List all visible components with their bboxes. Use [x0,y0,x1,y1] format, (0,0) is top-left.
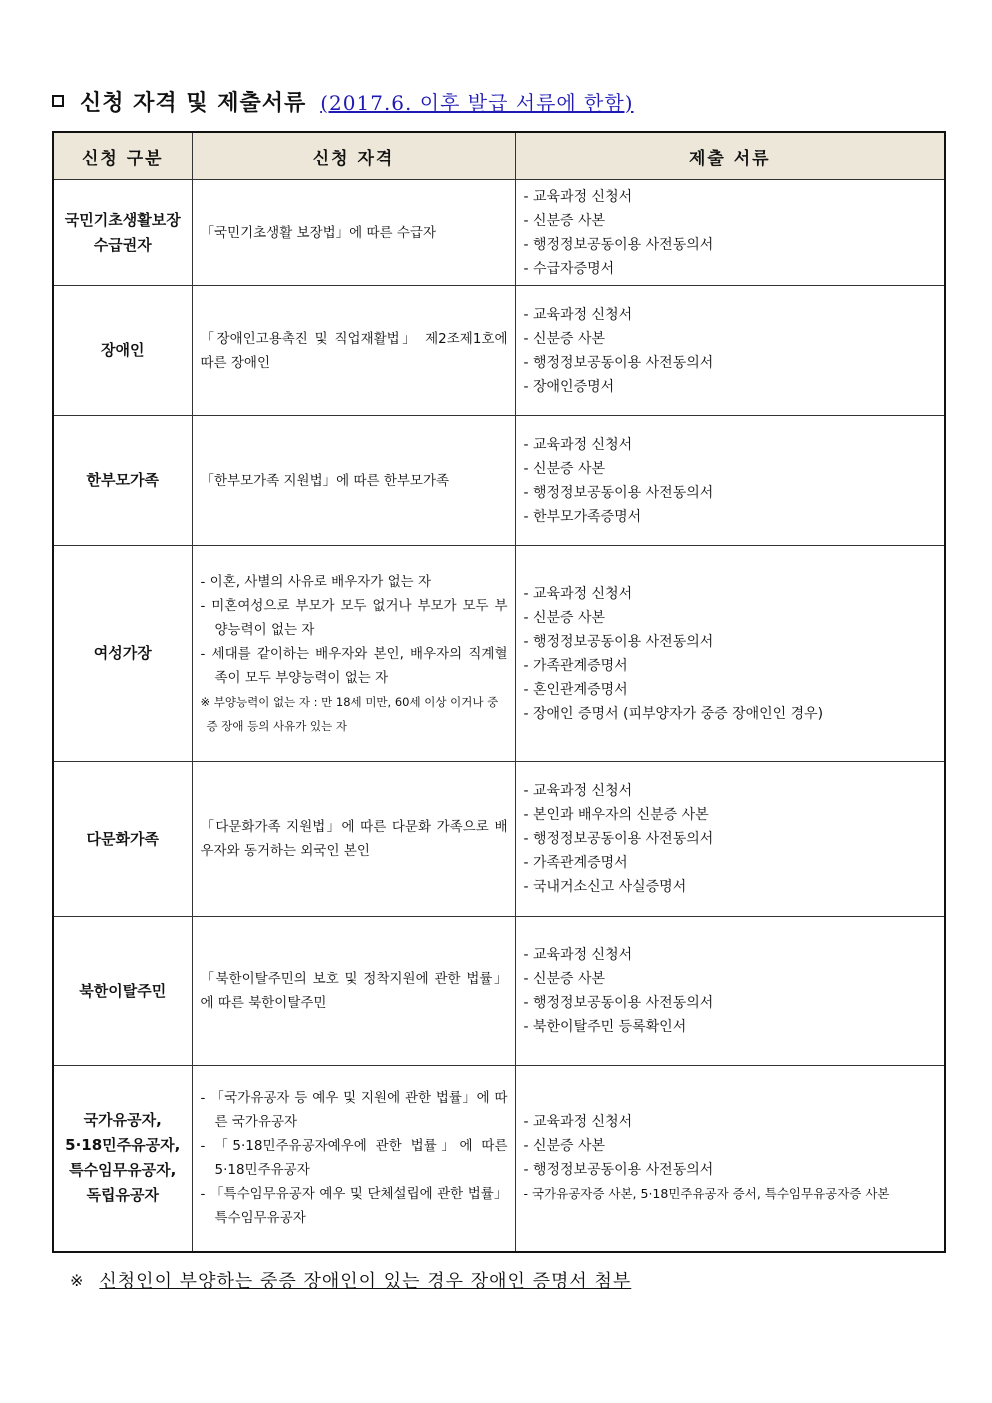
document-item: - 교육과정 신청서 [523,1114,633,1131]
category-cell [53,286,192,416]
document-item: - 교육과정 신청서 [523,436,633,453]
document-item: - 가족관계증명서 [523,657,628,674]
section-title [52,84,952,118]
category-line: 국가유공자, [83,1111,162,1130]
document-item: - 행정정보공동이용 사전동의서 [523,236,714,253]
header-documents: 제출 서류 [515,132,945,180]
document-item: - 행정정보공동이용 사전동의서 [523,484,714,501]
document-item: - 신분증 사본 [523,330,606,347]
document-item: - 교육과정 신청서 [523,947,633,963]
qualification-item: 「다문화가족 지원법」에 따른 다문화 가족으로 배우자와 동거하는 외국인 본인 [200,819,508,859]
category-line: 장애인 [101,341,145,359]
documents-cell [515,1066,945,1252]
document-item: - 장애인 증명서 (피부양자가 중증 장애인인 경우) [523,705,824,722]
category-line: 한부모가족 [86,471,159,489]
category-line: 5·18민주유공자, [65,1136,181,1155]
category-line: 특수임무유공자, [69,1161,177,1180]
document-item: - 교육과정 신청서 [523,783,633,799]
document-item: - 교육과정 신청서 [523,188,633,205]
qualification-note: ※ 부양능력이 없는 자 : 만 18세 미만, 60세 이상 이거나 중증 장애 등의 사유가 있는 자 [200,694,499,733]
qualification-table [52,131,946,1253]
qualification-cell [192,416,515,546]
document-item: - 행정정보공동이용 사전동의서 [523,1162,714,1179]
qualification-item: 「국민기초생활 보장법」에 따른 수급자 [200,224,436,241]
table-row [53,917,945,1066]
document-item: - 가족관계증명서 [523,855,628,871]
qualification-item: 「한부모가족 지원법」에 따른 한부모가족 [200,472,450,489]
document-item: - 본인과 배우자의 신분증 사본 [523,807,709,823]
documents-cell [515,762,945,917]
qualification-cell [192,286,515,416]
qualification-item: - 이혼, 사별의 사유로 배우자가 없는 자 [200,573,432,590]
header-category: 신청 구분 [53,132,192,180]
qualification-item: - 미혼여성으로 부모가 모두 없거나 부모가 모두 부양능력이 없는 자 [200,597,508,638]
documents-cell [515,917,945,1066]
document-item: - 신분증 사본 [523,971,606,987]
document-item: - 행정정보공동이용 사전동의서 [523,831,714,847]
qualification-cell [192,546,515,762]
category-cell [53,1066,192,1252]
table-header-row [53,132,945,180]
document-item: - 신분증 사본 [523,460,606,477]
qualification-cell [192,180,515,286]
document-item: - 행정정보공동이용 사전동의서 [523,354,714,371]
table-row [53,1066,945,1252]
documents-cell [515,546,945,762]
footnote-mark: ※ [70,1270,84,1290]
table-row [53,762,945,917]
footnote [70,1266,930,1294]
title-main: 신청 자격 및 제출서류 [80,90,307,116]
document-item: - 국내거소신고 사실증명서 [523,879,687,895]
checkbox-bullet-icon [52,95,64,107]
qualification-cell [192,762,515,917]
category-cell [53,180,192,286]
document-item: - 행정정보공동이용 사전동의서 [523,633,714,650]
table-row [53,546,945,762]
footnote-text: 신청인이 부양하는 중증 장애인이 있는 경우 장애인 증명서 첨부 [99,1271,632,1292]
document-item: - 신분증 사본 [523,1138,606,1155]
document-item: - 북한이탈주민 등록확인서 [523,1019,687,1035]
table-body [53,180,945,1252]
category-line: 여성가장 [93,644,152,662]
table-row [53,416,945,546]
document-item: - 행정정보공동이용 사전동의서 [523,995,714,1011]
qualification-item: - 「5·18민주유공자예우에 관한 법률」에 따른 5·18민주유공자 [200,1138,508,1179]
category-cell [53,762,192,917]
document-item: - 장애인증명서 [523,378,615,395]
document-item: - 수급자증명서 [523,260,615,277]
qualification-cell [192,917,515,1066]
document-item: - 신분증 사본 [523,609,606,626]
documents-cell [515,180,945,286]
qualification-cell [192,1066,515,1252]
documents-cell [515,286,945,416]
category-line: 다문화가족 [86,829,159,848]
category-line: 국민기초생활보장 [64,210,181,229]
title-subtitle: (2017.6. 이후 발급 서류에 한함) [320,90,634,115]
document-item: - 국가유공자증 사본, 5·18민주유공자 증서, 특수임무유공자증 사본 [523,1186,890,1202]
qualification-item: - 「국가유공자 등 예우 및 지원에 관한 법률」에 따른 국가유공자 [200,1090,508,1131]
header-qualification: 신청 자격 [192,132,515,180]
category-line: 수급권자 [93,235,152,254]
document-item: - 교육과정 신청서 [523,306,633,323]
table-row [53,180,945,286]
category-cell [53,416,192,546]
qualification-item: 「북한이탈주민의 보호 및 정착지원에 관한 법률」에 따른 북한이탈주민 [200,971,508,1011]
category-cell [53,917,192,1066]
category-cell [53,546,192,762]
category-line: 독립유공자 [86,1186,159,1205]
document-item: - 한부모가족증명서 [523,508,642,525]
table-row [53,286,945,416]
category-line: 북한이탈주민 [79,981,167,1000]
documents-cell [515,416,945,546]
document-item: - 혼인관계증명서 [523,681,628,698]
document-item: - 교육과정 신청서 [523,585,633,602]
qualification-item: - 「특수임무유공자 예우 및 단체설립에 관한 법률」 특수임무유공자 [200,1186,508,1227]
qualification-item: 「장애인고용촉진 및 직업재활법」 제2조제1호에 따른 장애인 [200,330,508,371]
qualification-item: - 세대를 같이하는 배우자와 본인, 배우자의 직계혈족이 모두 부양능력이 없는 자 [200,645,508,686]
document-item: - 신분증 사본 [523,212,606,229]
